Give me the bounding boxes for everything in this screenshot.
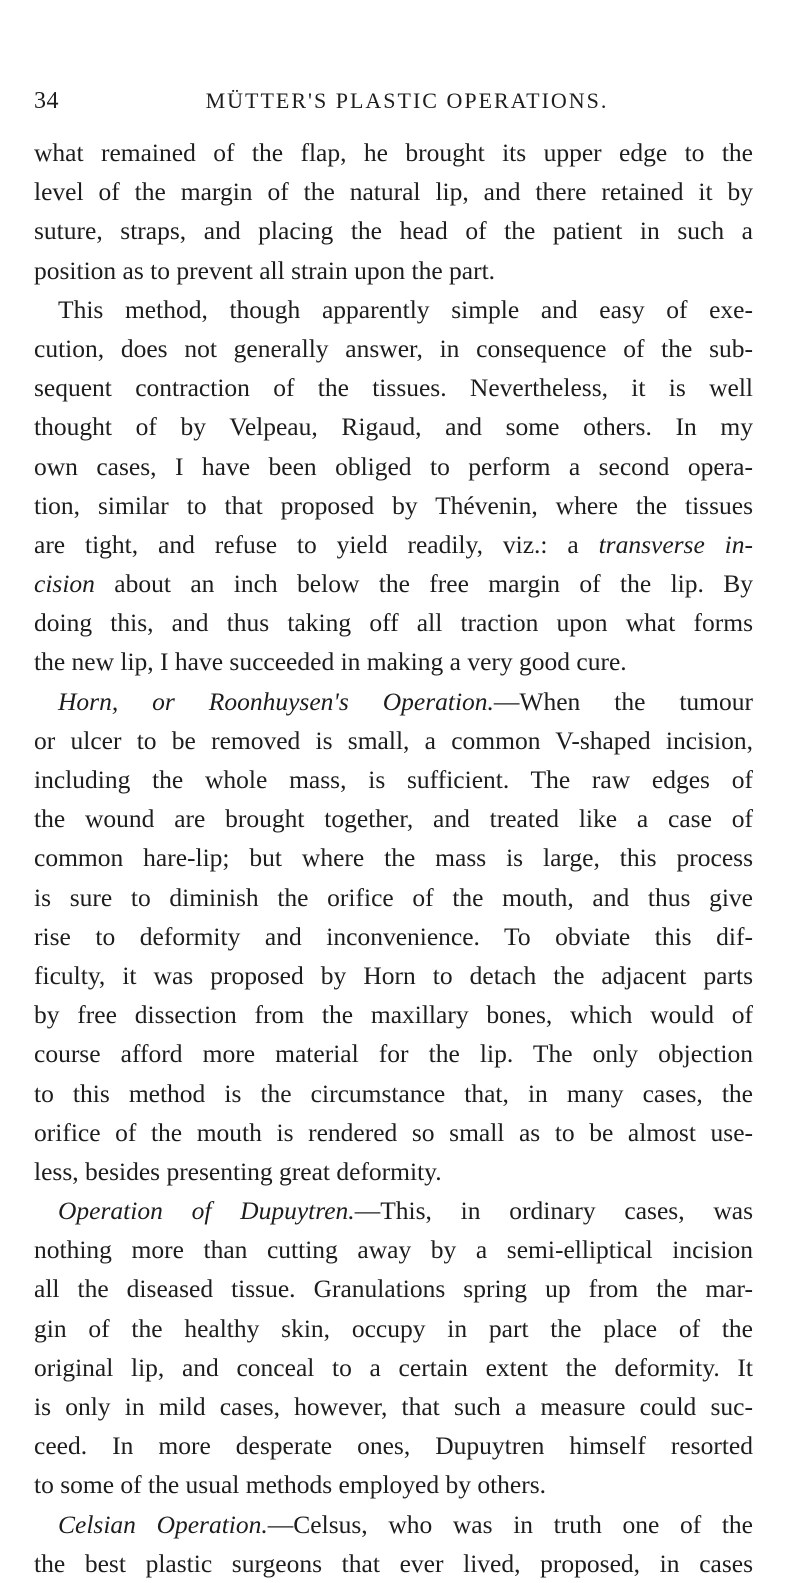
text-line: are tight, and refuse to yield readily, viz.: a transverse in- (34, 529, 754, 559)
text-line: to this method is the circumstance that, in many cases, the (34, 1078, 753, 1108)
text-line: the best plastic surgeons that ever lived, proposed, in cases (34, 1548, 753, 1578)
text-line: to some of the usual methods employed by others. (34, 1470, 547, 1500)
section-heading: Operation of Dupuytren. (58, 1196, 355, 1226)
text-line: rise to deformity and inconvenience. To obviate this dif- (34, 921, 753, 951)
section-heading-line: Operation of Dupuytren.—This, in ordinary cases, was (58, 1196, 754, 1226)
text-line: tion, similar to that proposed by Thévenin, where the tissues (34, 490, 753, 520)
text-line: ceed. In more desperate ones, Dupuytren himself resorted (34, 1431, 753, 1461)
text-line: less, besides presenting great deformity. (34, 1156, 442, 1186)
text-line: including the whole mass, is sufficient. The raw edges of (34, 765, 753, 794)
text-line: by free dissection from the maxillary bones, which would of (34, 1000, 753, 1030)
text-line: cution, does not generally answer, in consequence of the sub- (34, 333, 753, 363)
section-heading-line: Horn, or Roonhuysen's Operation.—When the tumour (58, 686, 753, 716)
section-heading-line: Celsian Operation.—Celsus, who was in truth one of the (58, 1509, 753, 1539)
text-line: level of the margin of the natural lip, and there retained it by (34, 177, 753, 207)
text-line: all the diseased tissue. Granulations spring up from the mar- (34, 1274, 753, 1304)
text-line: nothing more than cutting away by a semi-elliptical incision (34, 1235, 753, 1265)
text-line: ficulty, it was proposed by Horn to detach the adjacent parts (34, 960, 753, 990)
text-line: is sure to diminish the orifice of the mouth, and thus give (34, 882, 753, 912)
section-heading: Celsian Operation. (58, 1509, 268, 1539)
running-head (34, 88, 754, 118)
text-line: cision about an inch below the free margin of the lip. By (34, 569, 753, 599)
body-text (34, 133, 753, 1583)
text-line: common hare-lip; but where the mass is large, this process (34, 843, 753, 873)
paragraph-first-line: This method, though apparently simple and easy of exe- (58, 294, 753, 324)
text-line: thought of by Velpeau, Rigaud, and some others. In my (34, 412, 753, 442)
text-line: position as to prevent all strain upon the part. (34, 255, 496, 285)
running-title: MÜTTER'S PLASTIC OPERATIONS. (205, 88, 609, 113)
text-line: or ulcer to be removed is small, a common V-shaped incision, (34, 725, 753, 755)
text-line: original lip, and conceal to a certain extent the deformity. It (34, 1352, 753, 1382)
text-line: the wound are brought together, and treated like a case of (34, 804, 753, 834)
text-line: doing this, and thus taking off all traction upon what forms (34, 608, 753, 638)
text-line: what remained of the flap, he brought its upper edge to the (34, 138, 753, 167)
text-line: gin of the healthy skin, occupy in part the place of the (34, 1313, 753, 1343)
text-line: sequent contraction of the tissues. Nevertheless, it is well (34, 373, 753, 403)
text-line: course afford more material for the lip. The only objection (34, 1039, 753, 1069)
text-line: orifice of the mouth is rendered so small as to be almost use- (34, 1117, 753, 1147)
text-line: suture, straps, and placing the head of the patient in such a (34, 216, 753, 246)
text-line: is only in mild cases, however, that such a measure could suc- (34, 1392, 753, 1421)
text-line: the new lip, I have succeeded in making a very good cure. (34, 647, 627, 677)
text-line: own cases, I have been obliged to perform a second opera- (34, 451, 753, 481)
section-heading: Horn, or Roonhuysen's Operation. (58, 686, 494, 716)
page-number: 34 (34, 88, 59, 114)
